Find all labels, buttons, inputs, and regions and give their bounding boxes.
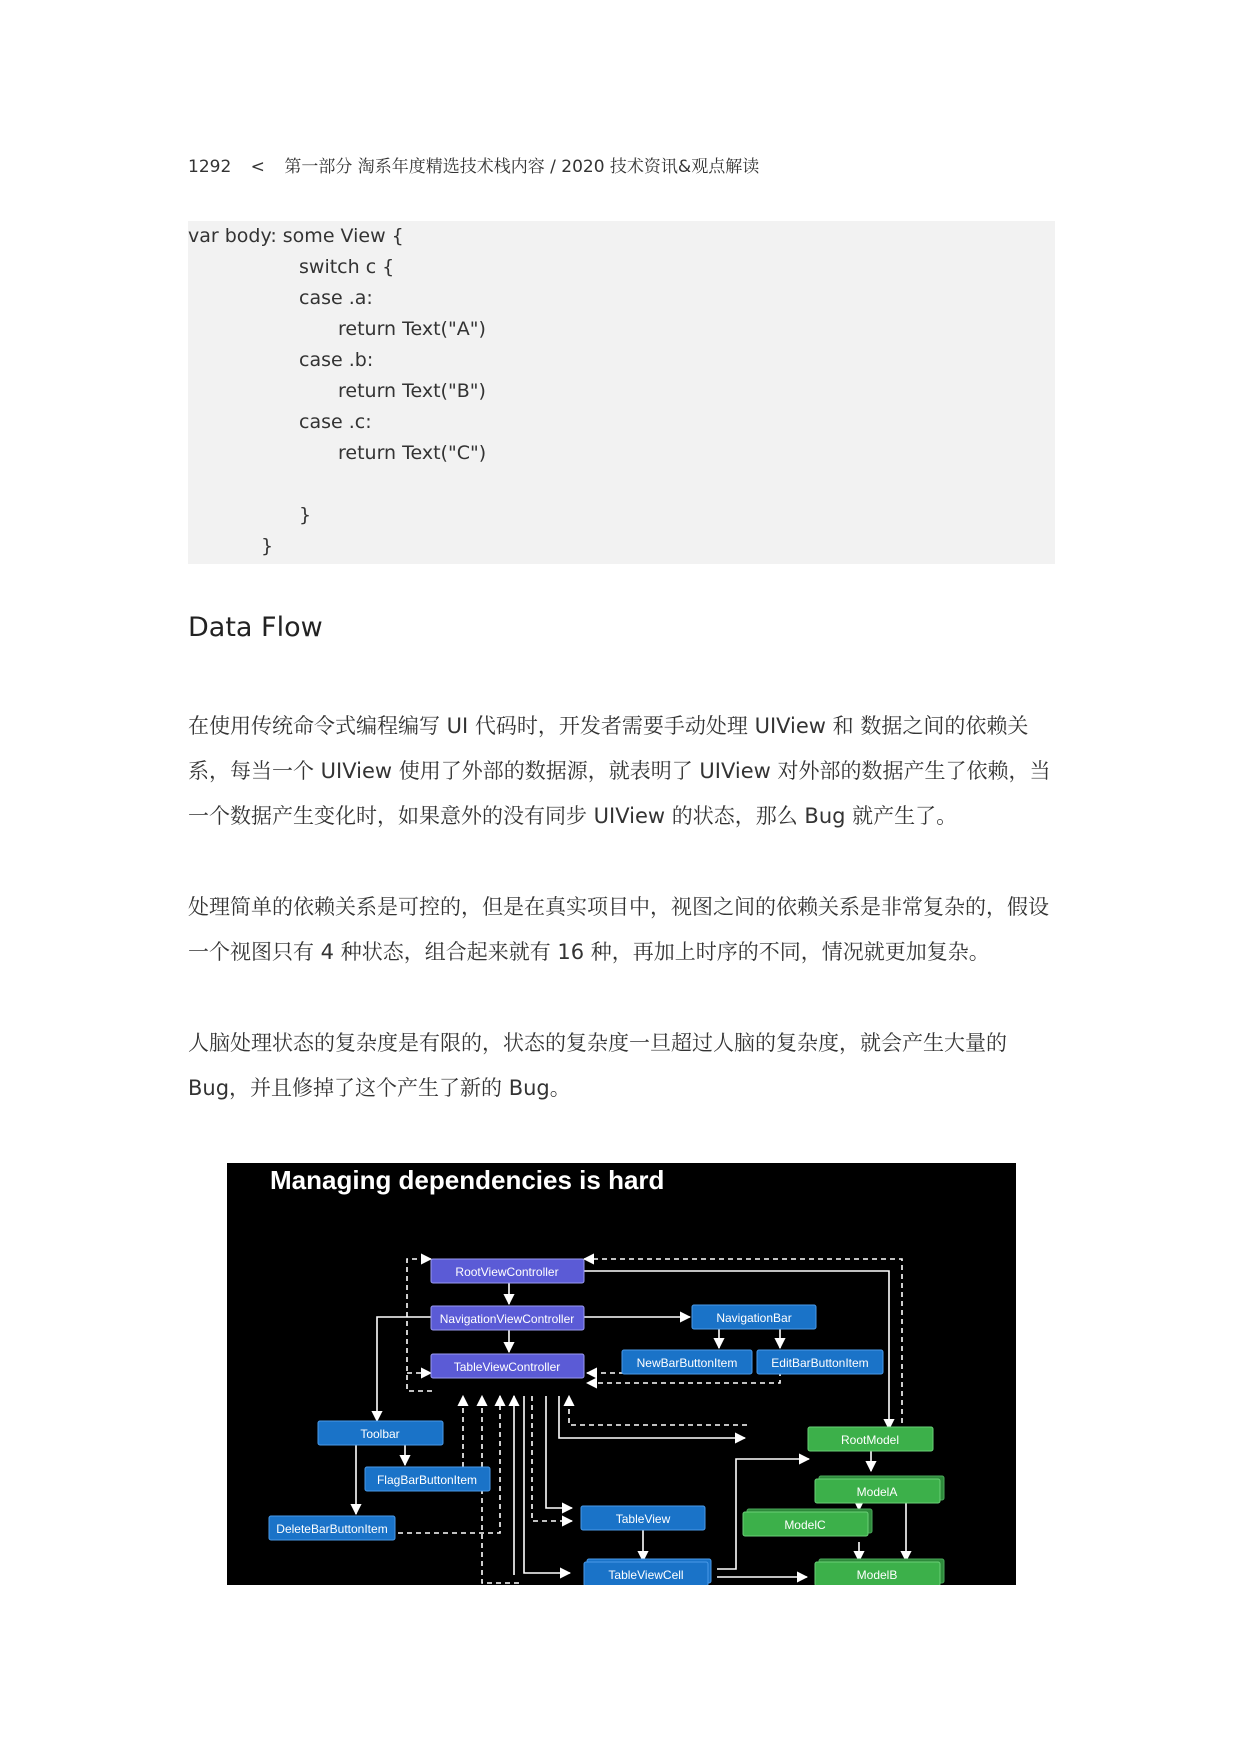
node-label: TableViewCell bbox=[608, 1568, 684, 1582]
node-model-a bbox=[815, 1476, 944, 1503]
connector bbox=[463, 1396, 471, 1477]
node-table-view bbox=[581, 1506, 705, 1530]
chevron-left-icon: < bbox=[250, 157, 265, 177]
paragraph: 人脑处理状态的复杂度是有限的，状态的复杂度一旦超过人脑的复杂度，就会产生大量的 Bug，并且修掉了这个产生了新的 Bug。 bbox=[188, 1031, 1007, 1100]
connector bbox=[524, 1396, 570, 1573]
code-line: return Text("A") bbox=[338, 318, 486, 340]
node-edit-bar-button-item bbox=[757, 1350, 883, 1374]
page-number: 1292 bbox=[188, 157, 232, 177]
diagram-canvas bbox=[227, 1163, 1016, 1585]
code-line: var body: some View { bbox=[188, 225, 404, 247]
connector bbox=[532, 1396, 572, 1521]
connector bbox=[377, 1317, 431, 1421]
node-table-view-cell bbox=[584, 1559, 711, 1585]
code-line: return Text("B") bbox=[338, 380, 486, 402]
node-new-bar-button-item bbox=[622, 1350, 752, 1374]
code-line: switch c { bbox=[299, 256, 395, 278]
node-model-c bbox=[743, 1509, 872, 1536]
connector bbox=[407, 1259, 432, 1391]
node-label: NavigationBar bbox=[716, 1311, 792, 1325]
node-table-view-controller bbox=[431, 1354, 584, 1378]
code-line: } bbox=[261, 535, 274, 557]
page-header bbox=[188, 152, 759, 177]
node-root-model bbox=[808, 1427, 933, 1451]
code-line: } bbox=[299, 504, 312, 526]
node-label: RootViewController bbox=[455, 1265, 559, 1279]
code-line: case .a: bbox=[299, 287, 373, 309]
node-navigation-view-controller bbox=[431, 1306, 584, 1330]
connector bbox=[569, 1396, 747, 1425]
node-label: ModelA bbox=[856, 1485, 898, 1499]
section-title: Data Flow bbox=[188, 612, 323, 643]
node-root-view-controller bbox=[431, 1259, 584, 1283]
node-label: RootModel bbox=[840, 1433, 900, 1447]
node-label: NewBarButtonItem bbox=[636, 1356, 738, 1370]
paragraph: 处理简单的依赖关系是可控的，但是在真实项目中，视图之间的依赖关系是非常复杂的，假设一个视图只有 4 种状态，组合起来就有 16 种，再加上时序的不同，情况就更加复杂。 bbox=[188, 895, 1049, 964]
node-flag-bar-button-item bbox=[365, 1467, 490, 1491]
diagram-title: Managing dependencies is hard bbox=[270, 1165, 665, 1195]
node-toolbar bbox=[318, 1421, 443, 1445]
node-label: FlagBarButtonItem bbox=[376, 1473, 478, 1487]
node-label: Toolbar bbox=[360, 1427, 400, 1441]
node-label: DeleteBarButtonItem bbox=[276, 1522, 388, 1536]
code-line: return Text("C") bbox=[338, 442, 487, 464]
node-delete-bar-button-item bbox=[269, 1516, 395, 1540]
node-label: NavigationViewController bbox=[439, 1312, 575, 1326]
node-label: ModelC bbox=[784, 1518, 826, 1532]
section-breadcrumb: 第一部分 淘系年度精选技术栈内容 / 2020 技术资讯&观点解读 bbox=[284, 157, 760, 177]
code-line: case .c: bbox=[299, 411, 372, 433]
node-model-b bbox=[815, 1559, 944, 1585]
node-label: EditBarButtonItem bbox=[771, 1356, 869, 1370]
paragraph: 在使用传统命令式编程编写 UI 代码时，开发者需要手动处理 UIView 和 数据之间的依赖关系，每当一个 UIView 使用了外部的数据源，就表明了 UIView 对外部的数据产生了依赖，当一个数据产生变化时，如果意外的没有同步 UIView 的状态，那么 Bug 就产生了。 bbox=[188, 714, 1051, 828]
node-label: TableViewController bbox=[453, 1360, 561, 1374]
code-line: case .b: bbox=[299, 349, 374, 371]
code-block bbox=[188, 221, 1055, 564]
connector bbox=[559, 1396, 745, 1438]
dependency-diagram bbox=[227, 1163, 1016, 1585]
node-navigation-bar bbox=[692, 1305, 816, 1329]
node-label: TableView bbox=[615, 1512, 671, 1526]
node-label: ModelB bbox=[856, 1568, 898, 1582]
